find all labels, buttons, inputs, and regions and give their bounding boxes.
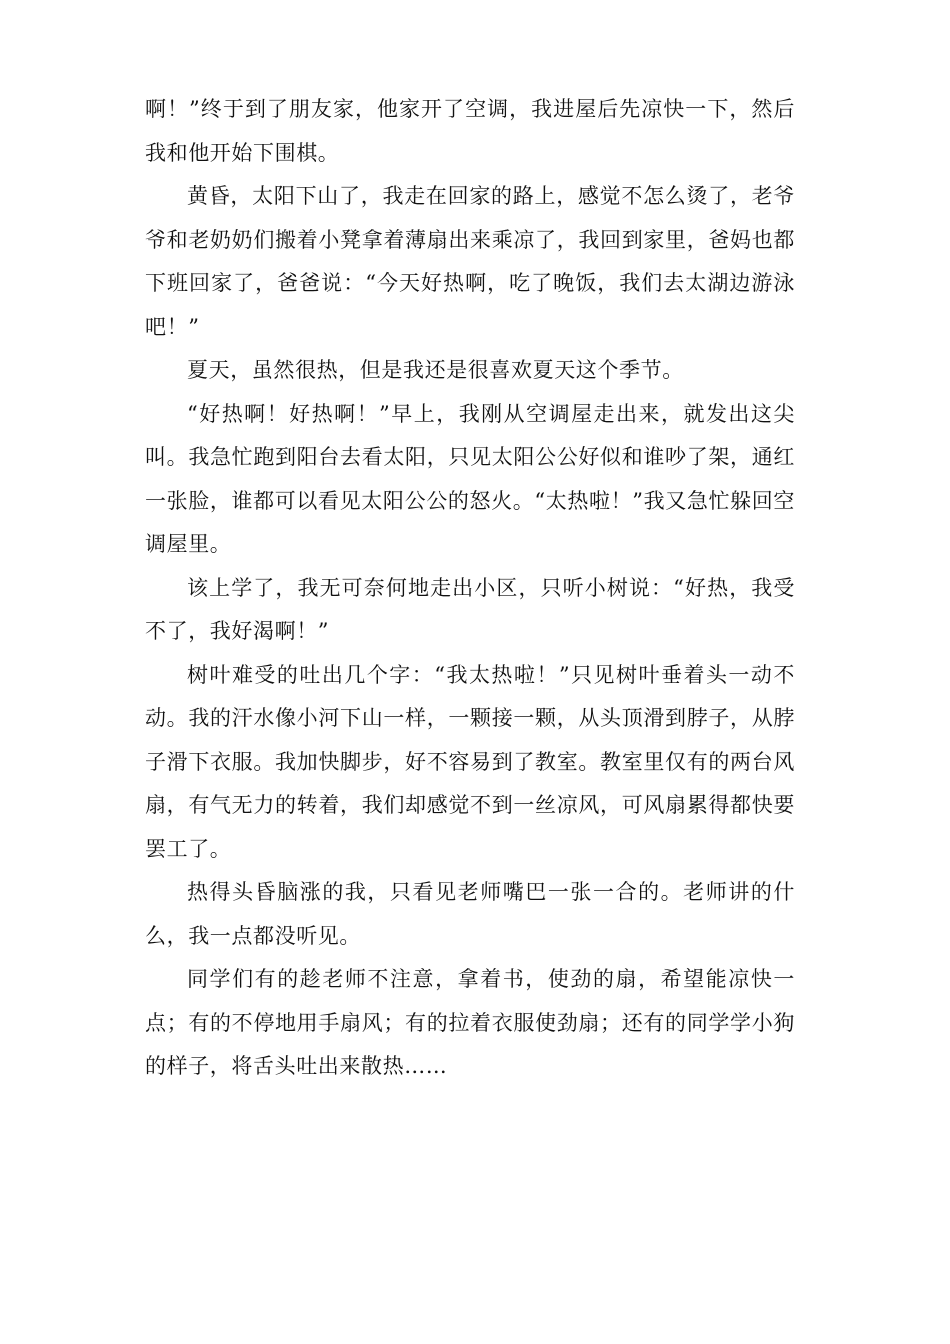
document-body — [145, 88, 795, 1089]
paragraph-6: 树叶难受的吐出几个字：“我太热啦！”只见树叶垂着头一动不动。我的汗水像小河下山一样，一颗接一颗，从头顶滑到脖子，从脖子滑下衣服。我加快脚步，好不容易到了教室。教室里仅有的两台风扇，有气无力的转着，我们却感觉不到一丝凉风，可风扇累得都快要罢工了。 — [145, 662, 795, 861]
paragraph-2: 黄昏，太阳下山了，我走在回家的路上，感觉不怎么烫了，老爷爷和老奶奶们搬着小凳拿着薄扇出来乘凉了，我回到家里，爸妈也都下班回家了，爸爸说：“今天好热啊，吃了晚饭，我们去太湖边游泳吧！” — [145, 184, 795, 339]
paragraph-1: 啊！”终于到了朋友家，他家开了空调，我进屋后先凉快一下，然后我和他开始下围棋。 — [145, 97, 795, 165]
paragraph-7: 热得头昏脑涨的我，只看见老师嘴巴一张一合的。老师讲的什么，我一点都没听见。 — [145, 880, 795, 948]
paragraph-5: 该上学了，我无可奈何地走出小区，只听小树说：“好热，我受不了，我好渴啊！” — [145, 575, 795, 643]
paragraph-3: 夏天，虽然很热，但是我还是很喜欢夏天这个季节。 — [187, 358, 684, 382]
paragraph-8: 同学们有的趁老师不注意，拿着书，使劲的扇，希望能凉快一点；有的不停地用手扇风；有的拉着衣服使劲扇；还有的同学学小狗的样子，将舌头吐出来散热…… — [145, 967, 795, 1078]
paragraph-4: “好热啊！好热啊！”早上，我刚从空调屋走出来，就发出这尖叫。我急忙跑到阳台去看太阳，只见太阳公公好似和谁吵了架，通红一张脸，谁都可以看见太阳公公的怒火。“太热啦！”我又急忙躲回空调屋里。 — [145, 401, 795, 556]
